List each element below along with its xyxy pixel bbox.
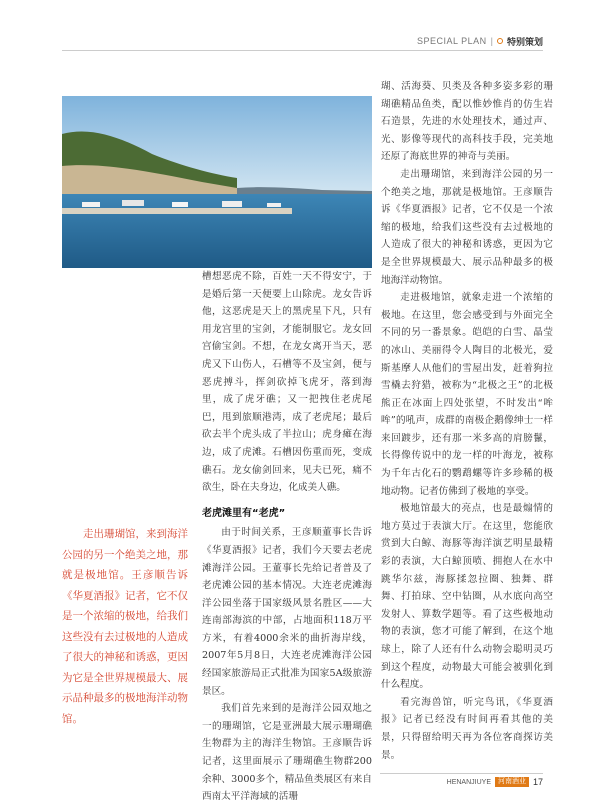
paragraph: 瑚、活海葵、贝类及各种多姿多彩的珊瑚礁精品鱼类，配以惟妙惟肖的仿生岩石造景，先进的水处理技术，通过声、光、影像等现代的高科技手段，完美地还原了海底世界的神奇与美丽。: [381, 81, 553, 163]
boat: [267, 203, 281, 207]
paragraph: 看完海兽馆，听完鸟讯，《华夏酒报》记者已经没有时间再看其他的美景，只得留给明天再为各位客商探访美景。: [381, 696, 553, 761]
section-heading: 老虎滩里有“老虎”: [202, 507, 286, 519]
magazine-badge: 河南酒业: [495, 777, 529, 787]
magazine-name: HENANJIUYE: [446, 778, 491, 786]
paragraph: 我们首先来到的是海洋公园双地之一的珊瑚馆，它是亚洲最大展示珊瑚礁生物群为主的海洋生物馆。王彦顺告诉记者，这里面展示了珊瑚礁生物群200余种、3000多个，精品鱼类展区有来自西南太平洋海域的活珊: [202, 703, 372, 803]
coast-photo: [62, 96, 372, 268]
circle-icon: [497, 38, 503, 44]
article-column-right: [381, 78, 553, 776]
boat: [82, 202, 100, 207]
paragraph: 由于时间关系，王彦顺董事长告诉《华夏酒报》记者，我们今天要去老虎滩海洋公园。王董事长先给记者普及了老虎滩公园的基本情况。大连老虎滩海洋公园坐落于国家级风景名胜区——大连南部海滨的中部，占地面积118万平方米，有着4000余米的曲折海岸线，2007年5月8日，大连老虎滩海洋公园经国家旅游局正式批准为国家5A级旅游景区。: [202, 527, 372, 697]
sea: [62, 194, 372, 268]
footer-rule: [380, 773, 543, 774]
pull-quote: [62, 524, 188, 729]
paragraph: 槽想恶虎不除，百姓一天不得安宁，于是婚后第一天便要上山除虎。龙女告诉他，这恶虎是天上的黑虎星下凡，只有用龙宫里的宝剑，才能制服它。龙女回宫偷宝剑。不想，在龙女离开当天，恶虎又下山伤人，石槽等不及宝剑，便与恶虎搏斗，挥剑砍掉飞虎牙，落到海里，成了虎牙礁；又一把拽住老虎尾巴，甩到旅顺港湾，成了老虎尾；最后砍去半个虎头成了半拉山；虎身瘫在海边，成了虎滩。石槽因伤重而死，变成礁石。龙女偷剑回来，见夫已死，痛不欲生，卧在夫身边，化成美人礁。: [202, 271, 372, 494]
boat: [172, 202, 188, 207]
header-separator: |: [490, 36, 493, 46]
boat: [122, 200, 144, 206]
paragraph: 走进极地馆，就象走进一个浓缩的极地。在这里，您会感受到与外面完全不同的另一番景象。皑皑的白雪、晶莹的冰山、美丽得令人陶目的北极光，爱斯基摩人从他们的雪屋出发，赶着狗拉雪橇去狩猎，被称为“北极之王”的北极熊正在冰面上四处张望，不时发出“哞哞”的吼声，成群的南极企鹅像绅士一样来回踱步，还有那一米多高的肩膀鬣，长得像传说中的龙一样的叶海龙，被称为千年古化石的鹦鹉螺等许多珍稀的极地动物。记者仿佛到了极地的享受。: [381, 292, 553, 497]
running-footer: [447, 776, 543, 788]
boat: [222, 201, 242, 207]
coast-photo-graphic: [62, 96, 372, 268]
pier: [62, 208, 292, 214]
section-label-en: SPECIAL PLAN: [416, 36, 487, 46]
page-number: 17: [532, 777, 543, 787]
header-rule: [62, 50, 543, 51]
pull-quote-text: 走出珊瑚馆，来到海洋公园的另一个绝美之地，那就是极地馆。王彦顺告诉《华夏酒报》记者，它不仅是一个浓缩的极地，给我们这些没有去过极地的人造成了很大的神秘和诱惑，更因为它是全世界规模最大、展示品种最多的极地海洋动物馆。: [62, 528, 188, 725]
paragraph: 走出珊瑚馆，来到海洋公园的另一个绝美之地，那就是极地馆。王彦顺告诉《华夏酒报》记者，它不仅是一个浓缩的极地，给我们这些没有去过极地的人造成了很大的神秘和诱惑，更因为它是全世界规模最大、展示品种最多的极地海洋动物馆。: [381, 168, 553, 286]
article-column-middle: [202, 268, 372, 803]
paragraph: 极地馆最大的亮点，也是最煽情的地方莫过于表演大厅。在这里，您能欣赏到大白鲸、海豚等海洋演艺明星最精彩的表演，大白鲸顶喷、拥抱人在水中跳华尔兹，海豚揉忽拉圈、独舞、群舞、打拍球、空中钻圈，从水底向高空发射人、算数学题等。看了这些极地动物的表演，您才可能了解到，在这个地球上，除了人还有什么动物会聪明灵巧到这个程度，动物最大可能会被驯化到什么程度。: [381, 503, 553, 691]
running-header: [417, 34, 543, 48]
section-label-cn: 特别策划: [506, 36, 543, 47]
